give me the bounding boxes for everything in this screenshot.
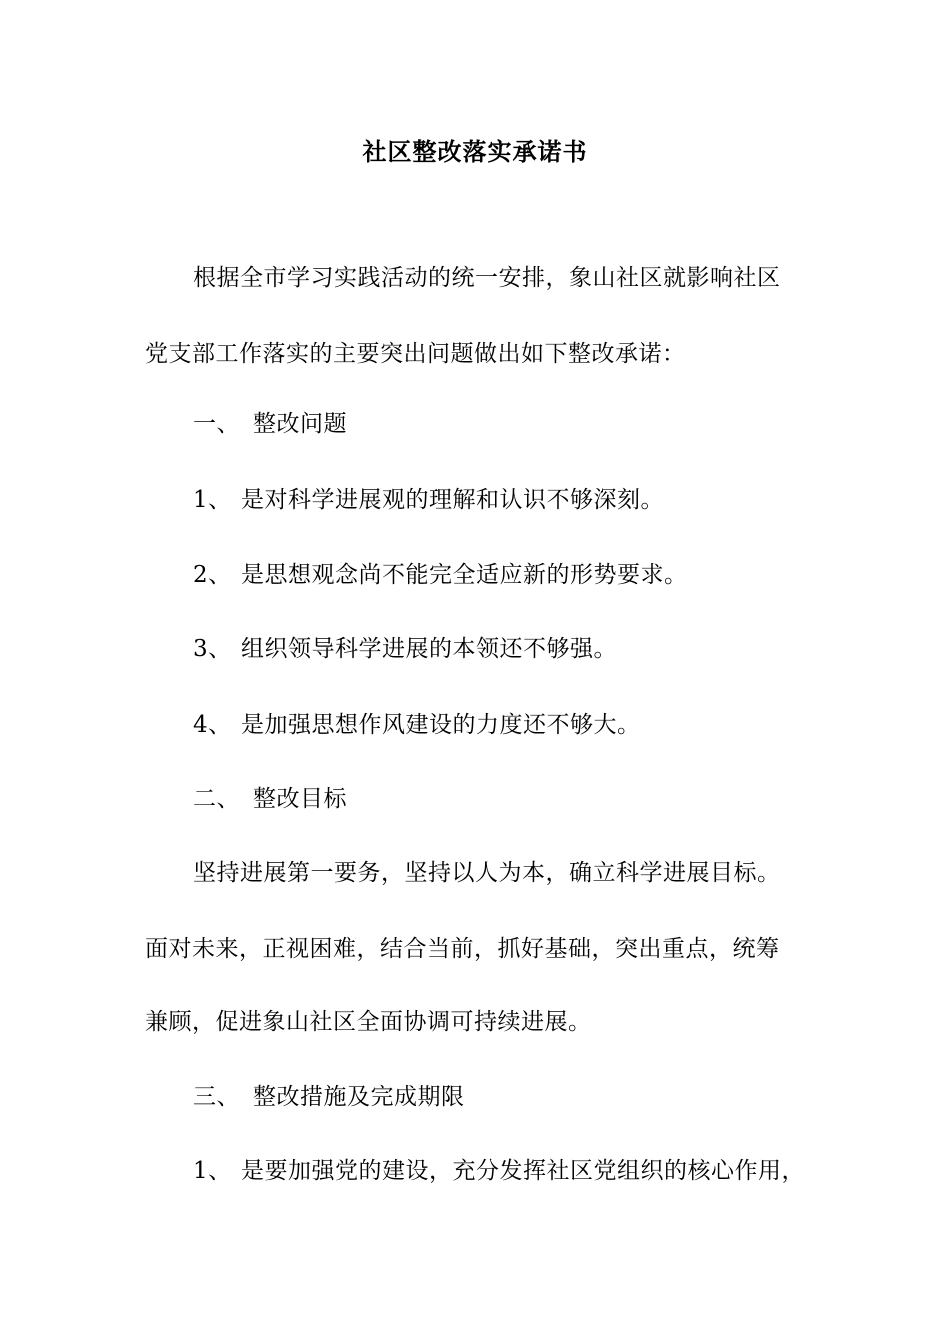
item-number: 2、 <box>193 562 232 588</box>
item-text: 是思想观念尚不能完全适应新的形势要求。 <box>241 562 688 588</box>
section-number: 一、 <box>193 411 240 437</box>
goal-line-1: 坚持进展第一要务，坚持以人为本，确立科学进展目标。 <box>193 860 781 886</box>
item-number: 4、 <box>193 712 232 738</box>
section-heading-problems <box>193 408 347 440</box>
section-number: 二、 <box>193 786 240 812</box>
problem-item <box>193 559 688 591</box>
document-title: 社区整改落实承诺书 <box>362 137 588 166</box>
item-text: 是要加强党的建设，充分发挥社区党组织的核心作用， <box>241 1158 805 1184</box>
intro-line-2: 党支部工作落实的主要突出问题做出如下整改承诺： <box>145 341 686 367</box>
section-label: 整改措施及完成期限 <box>253 1084 465 1110</box>
item-text: 是对科学进展观的理解和认识不够深刻。 <box>241 487 664 513</box>
section-label: 整改目标 <box>253 786 347 812</box>
measure-item <box>193 1155 805 1187</box>
section-label: 整改问题 <box>253 411 347 437</box>
problem-item <box>193 709 641 741</box>
item-text: 是加强思想作风建设的力度还不够大。 <box>241 712 641 738</box>
item-number: 3、 <box>193 636 232 662</box>
problem-item <box>193 484 664 516</box>
section-number: 三、 <box>193 1084 240 1110</box>
intro-line-1: 根据全市学习实践活动的统一安排，象山社区就影响社区 <box>193 265 781 291</box>
item-number: 1、 <box>193 487 232 513</box>
section-heading-measures <box>193 1081 465 1113</box>
item-number: 1、 <box>193 1158 232 1184</box>
goal-line-3: 兼顾，促进象山社区全面协调可持续进展。 <box>145 1009 592 1035</box>
section-heading-goals <box>193 783 347 815</box>
item-text: 组织领导科学进展的本领还不够强。 <box>241 636 617 662</box>
problem-item <box>193 633 617 665</box>
goal-line-2: 面对未来，正视困难，结合当前，抓好基础，突出重点，统筹 <box>145 936 780 962</box>
